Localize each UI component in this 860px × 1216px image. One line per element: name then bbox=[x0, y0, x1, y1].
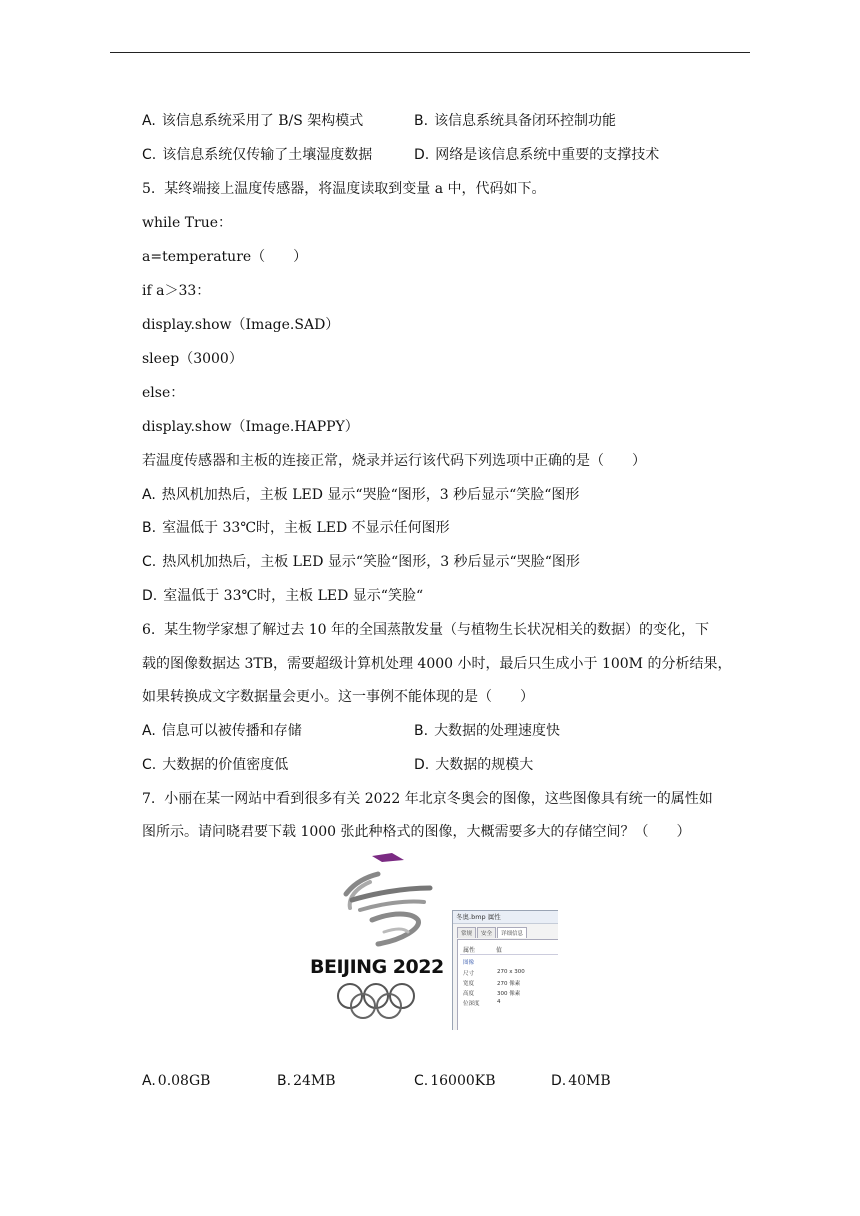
q5-prompt: 若温度传感器和主板的连接正常，烧录并运行该代码下列选项中正确的是（ ） bbox=[142, 453, 646, 469]
details-row bbox=[463, 989, 521, 997]
row-key: 尺寸 bbox=[463, 971, 475, 977]
code-line: a=temperature（ ） bbox=[142, 249, 308, 265]
q4-option-b[interactable] bbox=[414, 112, 616, 130]
row-value: 300 像素 bbox=[497, 991, 521, 997]
option-letter: B. bbox=[277, 1073, 292, 1089]
q6-option-c[interactable] bbox=[142, 756, 288, 774]
option-text: 室温低于 33℃时，主板 LED 显示“笑脸“ bbox=[163, 588, 424, 604]
row-key: 位深度 bbox=[463, 1001, 480, 1007]
tab-security[interactable]: 安全 bbox=[477, 927, 496, 938]
option-text: 该信息系统采用了 B/S 架构模式 bbox=[161, 113, 364, 129]
option-text: 该信息系统仅传输了土壤湿度数据 bbox=[162, 147, 373, 163]
option-letter: B. bbox=[414, 723, 429, 739]
option-text: 网络是该信息系统中重要的支撑技术 bbox=[435, 147, 660, 163]
option-letter: B. bbox=[142, 520, 157, 536]
olympic-rings-icon bbox=[332, 982, 442, 1022]
tab-general[interactable]: 常规 bbox=[457, 927, 476, 938]
code-line: display.show（Image.SAD） bbox=[142, 317, 340, 333]
code-line: else： bbox=[142, 385, 185, 401]
emblem-purple-stroke bbox=[372, 853, 404, 862]
q6-option-d[interactable] bbox=[414, 756, 533, 774]
q7-stem-line-2: 图所示。请问晓君要下载 1000 张此种格式的图像，大概需要多大的存储空间？（ ） bbox=[142, 824, 691, 840]
option-letter: D. bbox=[142, 588, 158, 604]
option-letter: A. bbox=[142, 487, 156, 503]
q7-figure bbox=[302, 848, 558, 1030]
header-property: 属性 bbox=[463, 947, 476, 954]
option-letter: C. bbox=[142, 757, 157, 773]
option-text: 16000KB bbox=[430, 1073, 496, 1089]
option-letter: C. bbox=[142, 554, 157, 570]
q6-stem-line-2: 载的图像数据达 3TB，需要超级计算机处理 4000 小时，最后只生成小于 100M 的分析结果， bbox=[142, 656, 732, 672]
q6-option-a[interactable] bbox=[142, 722, 302, 740]
q4-option-c[interactable] bbox=[142, 146, 372, 164]
option-letter: A. bbox=[142, 1073, 156, 1089]
code-line: display.show（Image.HAPPY） bbox=[142, 419, 359, 435]
q6-stem-line-3: 如果转换成文字数据量会更小。这一事例不能体现的是（ ） bbox=[142, 689, 534, 705]
row-value: 270 x 300 bbox=[497, 969, 525, 975]
file-properties-dialog bbox=[452, 910, 558, 1030]
code-line: if a＞33： bbox=[142, 283, 211, 299]
option-letter: A. bbox=[142, 723, 156, 739]
details-row bbox=[463, 999, 501, 1007]
option-text: 室温低于 33℃时，主板 LED 不显示任何图形 bbox=[162, 520, 450, 536]
header-value: 值 bbox=[496, 947, 503, 954]
q4-option-a[interactable] bbox=[142, 112, 363, 130]
details-panel bbox=[457, 939, 558, 1030]
q7-option-c[interactable] bbox=[414, 1072, 496, 1090]
option-letter: D. bbox=[414, 757, 430, 773]
q6-option-b[interactable] bbox=[414, 722, 560, 740]
code-line: while True： bbox=[142, 215, 233, 231]
code-line: sleep（3000） bbox=[142, 351, 243, 367]
q7-option-a[interactable] bbox=[142, 1072, 210, 1090]
q4-option-d[interactable] bbox=[414, 146, 659, 164]
row-key: 高度 bbox=[463, 991, 475, 997]
tab-details[interactable]: 详细信息 bbox=[497, 927, 527, 938]
option-text: 热风机加热后，主板 LED 显示“哭脸“图形，3 秒后显示“笑脸“图形 bbox=[161, 487, 580, 503]
row-key: 宽度 bbox=[463, 981, 475, 987]
q5-option-b[interactable] bbox=[142, 519, 450, 537]
option-text: 该信息系统具备闭环控制功能 bbox=[434, 113, 617, 129]
q5-option-a[interactable] bbox=[142, 486, 579, 504]
beijing-2022-logo-text: BEIJING 2022 bbox=[310, 956, 444, 978]
option-letter: C. bbox=[142, 147, 157, 163]
option-text: 热风机加热后，主板 LED 显示“笑脸“图形，3 秒后显示“哭脸“图形 bbox=[162, 554, 580, 570]
dialog-title: 冬奥.bmp 属性 bbox=[453, 911, 558, 924]
option-text: 24MB bbox=[293, 1073, 336, 1089]
details-row bbox=[463, 979, 521, 987]
option-text: 大数据的处理速度快 bbox=[434, 723, 561, 739]
dialog-tabs bbox=[457, 927, 528, 938]
option-text: 大数据的价值密度低 bbox=[162, 757, 289, 773]
option-letter: C. bbox=[414, 1073, 429, 1089]
details-section-image: 图像 bbox=[463, 960, 475, 966]
q5-stem: 5. 某终端接上温度传感器，将温度读取到变量 a 中，代码如下。 bbox=[142, 181, 546, 197]
q5-option-d[interactable] bbox=[142, 587, 423, 605]
q7-option-b[interactable] bbox=[277, 1072, 336, 1090]
details-header bbox=[460, 944, 558, 955]
header-rule bbox=[110, 52, 750, 53]
row-value: 4 bbox=[497, 999, 501, 1005]
winter-olympics-emblem-icon bbox=[312, 848, 462, 958]
option-letter: A. bbox=[142, 113, 156, 129]
q6-stem-line-1: 6. 某生物学家想了解过去 10 年的全国蒸散发量（与植物生长状况相关的数据）的变化，下 bbox=[142, 622, 709, 638]
option-letter: B. bbox=[414, 113, 429, 129]
option-text: 0.08GB bbox=[157, 1073, 211, 1089]
option-letter: D. bbox=[414, 147, 430, 163]
option-text: 信息可以被传播和存储 bbox=[161, 723, 302, 739]
option-letter: D. bbox=[551, 1073, 567, 1089]
row-value: 270 像素 bbox=[497, 981, 521, 987]
q7-stem-line-1: 7. 小丽在某一网站中看到很多有关 2022 年北京冬奥会的图像，这些图像具有统一的属性如 bbox=[142, 791, 713, 807]
q5-option-c[interactable] bbox=[142, 553, 580, 571]
details-row bbox=[463, 969, 525, 977]
option-text: 大数据的规模大 bbox=[435, 757, 534, 773]
q7-option-d[interactable] bbox=[551, 1072, 611, 1090]
option-text: 40MB bbox=[568, 1073, 611, 1089]
